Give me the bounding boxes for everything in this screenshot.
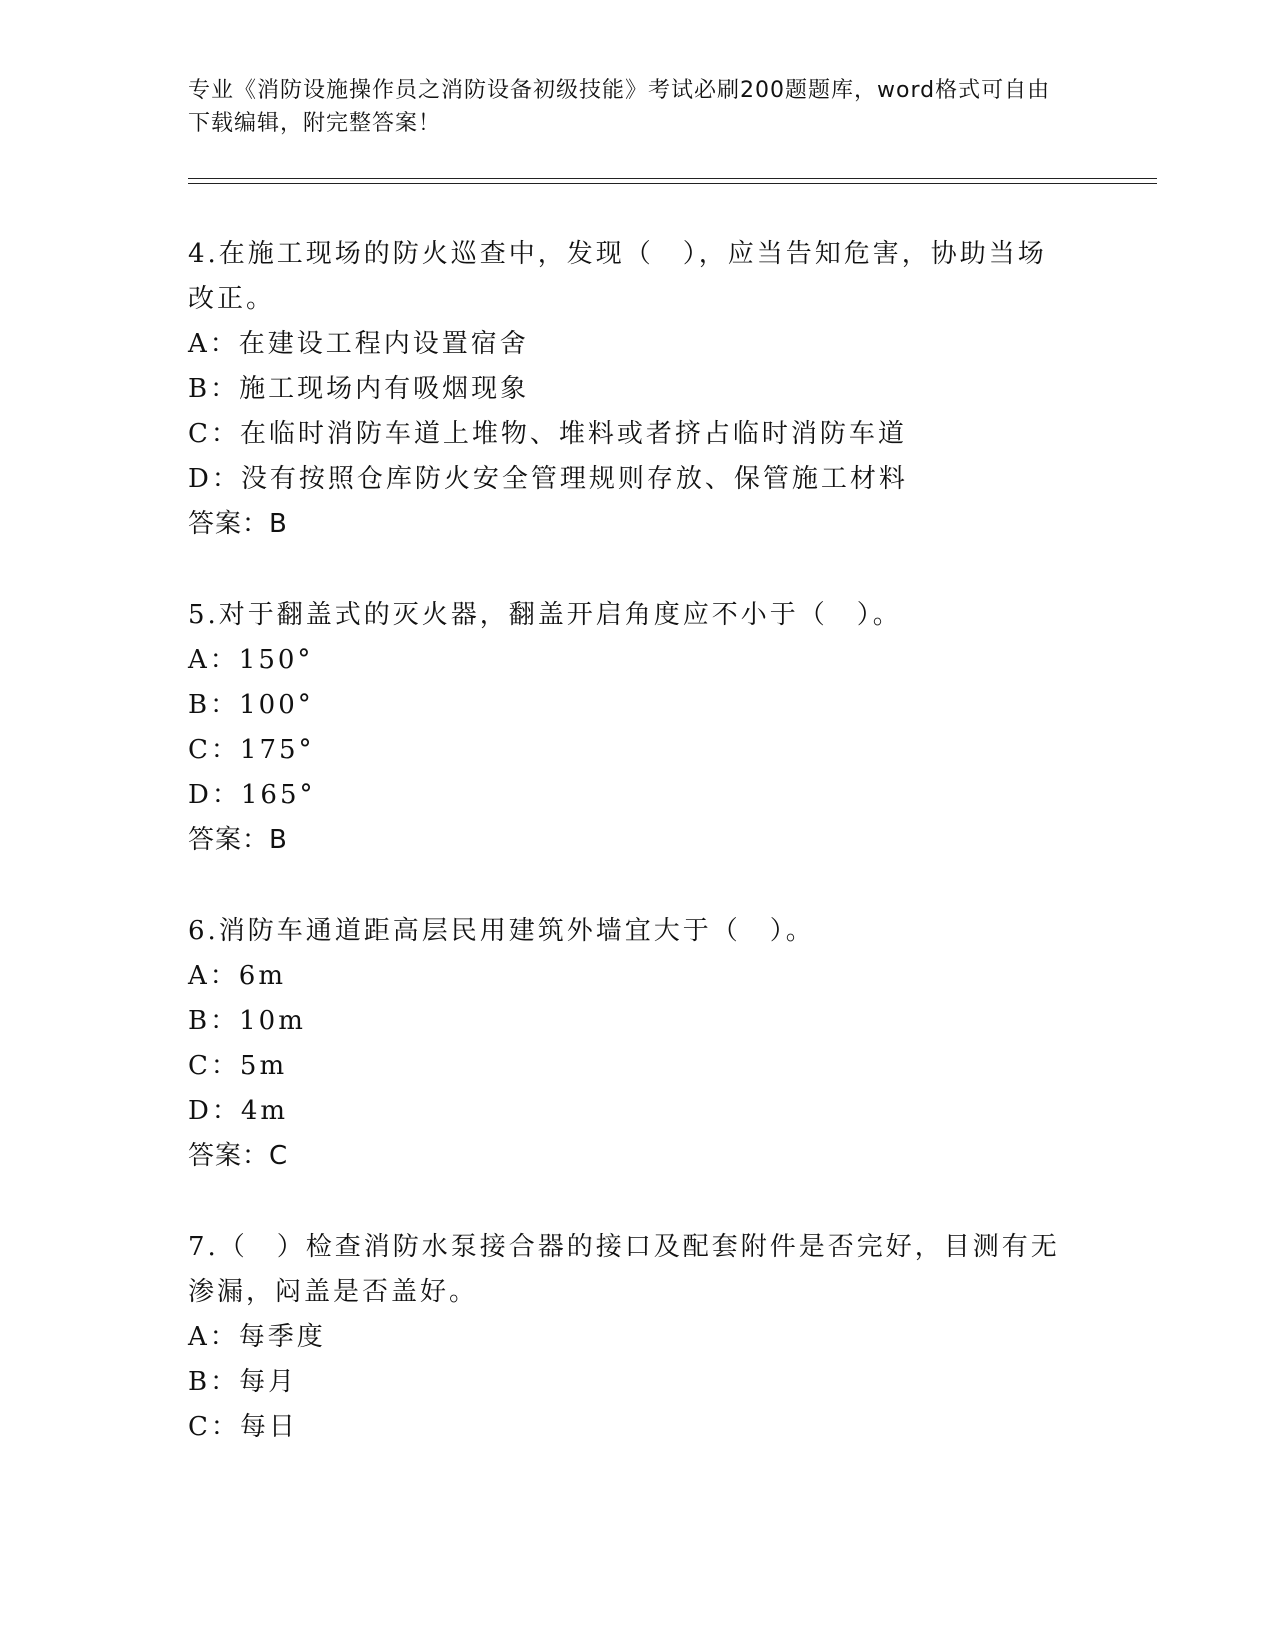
option-a [188,954,1068,999]
option-text: 没有按照仓库防火安全管理规则存放、保管施工材料 [240,464,908,494]
option-c [188,1044,1068,1089]
option-d [188,457,1068,502]
option-key: A： [188,329,239,359]
option-text: 4m [240,1096,289,1126]
header-divider-top [188,178,1157,179]
option-b [188,367,1068,412]
option-key: C： [188,1051,240,1081]
option-key: A： [188,1322,239,1352]
option-c [188,412,1068,457]
question-stem: 6.消防车通道距高层民用建筑外墙宜大于（ ）。 [188,916,815,946]
option-key: A： [188,961,239,991]
option-text: 每月 [239,1367,298,1397]
option-key: C： [188,1412,240,1442]
question-item [188,1225,1068,1450]
option-text: 每季度 [238,1322,326,1352]
option-text: 在建设工程内设置宿舍 [238,329,529,359]
option-key: C： [188,735,240,765]
option-text: 150° [238,645,314,675]
option-a [188,322,1068,367]
answer-line: 答案：B [188,825,288,855]
option-b [188,683,1068,728]
question-stem: 5.对于翻盖式的灭火器，翻盖开启角度应不小于（ ）。 [188,600,902,630]
option-key: A： [188,645,239,675]
option-key: B： [188,1367,240,1397]
option-text: 每日 [239,1412,298,1442]
option-text: 165° [240,780,316,810]
option-text: 10m [239,1006,306,1036]
question-item [188,232,1068,547]
option-text: 在临时消防车道上堆物、堆料或者挤占临时消防车道 [239,419,907,449]
question-stem: 4.在施工现场的防火巡查中，发现（ ），应当告知危害，协助当场改正。 [188,239,1047,314]
question-item [188,909,1068,1179]
option-c [188,1405,1068,1450]
option-b [188,999,1068,1044]
question-stem: 7.（ ）检查消防水泵接合器的接口及配套附件是否完好，目测有无渗漏，闷盖是否盖好。 [188,1232,1060,1307]
option-b [188,1360,1068,1405]
option-d [188,773,1068,818]
option-key: B： [188,690,240,720]
option-d [188,1089,1068,1134]
option-text: 6m [238,961,286,991]
option-c [188,728,1068,773]
option-text: 5m [239,1051,288,1081]
option-key: D： [188,1096,241,1126]
header-divider-bottom [188,183,1157,184]
option-text: 施工现场内有吸烟现象 [239,374,530,404]
answer-line: 答案：C [188,1141,289,1171]
option-key: B： [188,374,240,404]
option-key: B： [188,1006,240,1036]
option-key: C： [188,419,240,449]
option-text: 175° [239,735,315,765]
option-a [188,1315,1068,1360]
option-key: D： [188,780,241,810]
document-header: 专业《消防设施操作员之消防设备初级技能》考试必刷200题题库，word格式可自由下载编辑，附完整答案！ [188,78,1051,136]
question-item [188,593,1068,863]
option-text: 100° [239,690,314,720]
option-key: D： [188,464,241,494]
option-a [188,638,1068,683]
answer-line: 答案：B [188,509,288,539]
question-list [188,232,1068,1496]
